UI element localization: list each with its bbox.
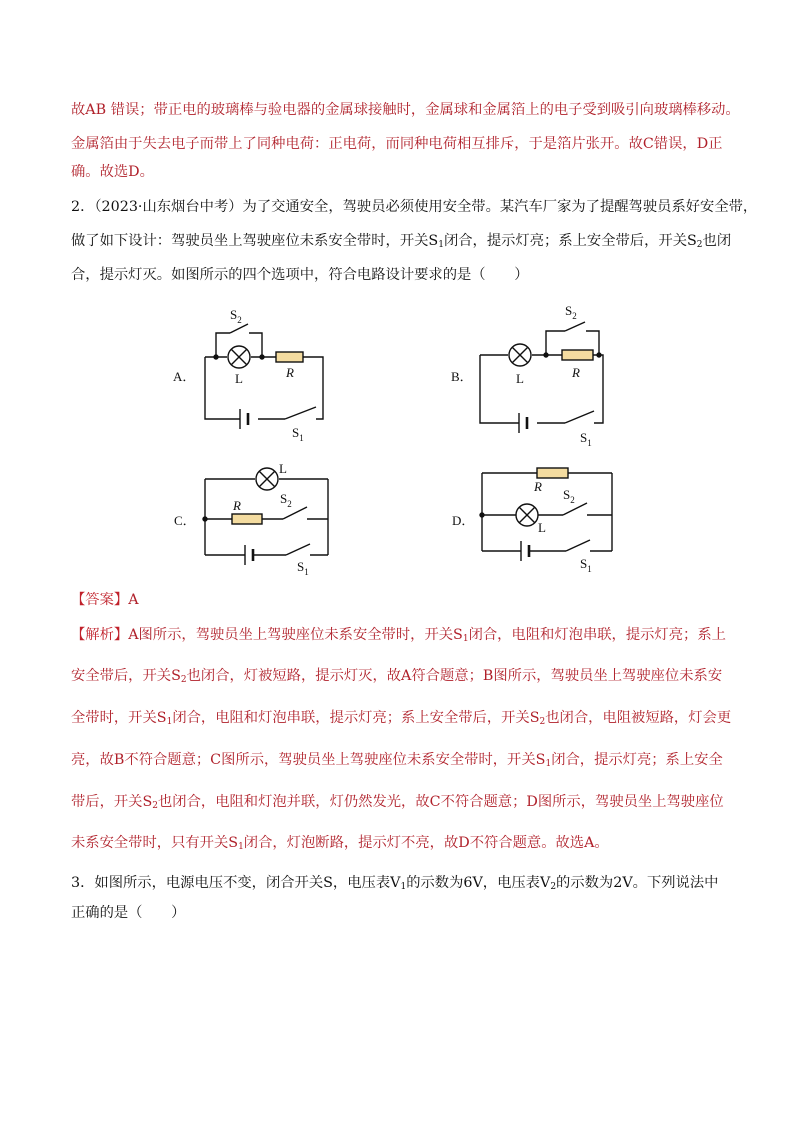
c-s2: $S_2$ <box>280 491 292 509</box>
circuit-b <box>451 303 603 448</box>
a-resistor-label: R <box>286 365 294 380</box>
circuit-c <box>174 461 328 577</box>
q3-line-2: 正确的是（ ） <box>71 905 186 921</box>
q3-line-1: 3．如图所示，电源电压不变，闭合开关S，电压表$V_1$的示数为6V，电压表$V_2$的示数为2V。下列说法中 <box>71 875 719 892</box>
answer-value: A <box>128 592 139 608</box>
analysis-line-1: 【解析】A图所示，驾驶员坐上驾驶座位未系安全带时，开关$S_1$闭合，电阻和灯泡串联，提示灯亮；系上 <box>71 627 726 644</box>
option-c-label: C． <box>174 513 196 528</box>
d-resistor-label: R <box>534 479 542 494</box>
c-resistor-label: R <box>233 498 241 513</box>
b-s2: $S_2$ <box>565 303 577 321</box>
prev-analysis-line-3: 确。故选D。 <box>71 164 154 180</box>
analysis-line-2: 安全带后，开关$S_2$也闭合，灯被短路，提示灯灭，故A符合题意；B图所示，驾驶员坐上驾驶座位未系安 <box>71 668 723 685</box>
c-s1: $S_1$ <box>297 559 309 577</box>
b-s1: $S_1$ <box>580 430 592 448</box>
analysis-line-3: 全带时，开关$S_1$闭合，电阻和灯泡串联，提示灯亮；系上安全带后，开关$S_2$也闭合，电阻被短路，灯会更 <box>71 710 732 727</box>
prev-analysis-line-2: 金属箔由于失去电子而带上了同种电荷：正电荷，而同种电荷相互排斥，于是箔片张开。故C错误，D正 <box>71 136 723 152</box>
circuit-diagrams <box>0 295 794 595</box>
prev-analysis-line-1: 故AB 错误；带正电的玻璃棒与验电器的金属球接触时，金属球和金属箔上的电子受到吸引向玻璃棒移动。 <box>71 102 740 118</box>
a-s2: $S_2$ <box>230 307 242 325</box>
answer-tag: 【答案】 <box>71 592 129 608</box>
analysis-line-6: 未系安全带时，只有开关$S_1$闭合，灯泡断路，提示灯不亮，故D不符合题意。故选A。 <box>71 835 609 852</box>
d-s1: $S_1$ <box>580 556 592 574</box>
d-lamp-label: L <box>538 520 546 535</box>
q2-line-1: 2．（2023·山东烟台中考）为了交通安全，驾驶员必须使用安全带。某汽车厂家为了提醒驾驶员系好安全带， <box>71 199 758 215</box>
d-s2: $S_2$ <box>563 487 575 505</box>
option-b-label: B． <box>451 369 473 384</box>
answer-line <box>71 590 139 610</box>
a-s1: $S_1$ <box>292 425 304 443</box>
option-a-label: A． <box>173 369 196 384</box>
option-d-label: D． <box>452 513 475 528</box>
q2-line-3: 合，提示灯灭。如图所示的四个选项中，符合电路设计要求的是（ ） <box>71 267 529 283</box>
circuit-d <box>452 468 612 574</box>
analysis-line-5: 带后，开关$S_2$也闭合，电阻和灯泡并联，灯仍然发光，故C不符合题意；D图所示，驾驶员坐上驾驶座位 <box>71 794 724 811</box>
a-lamp-label: L <box>235 371 243 386</box>
b-lamp-label: L <box>516 371 524 386</box>
q2-line-2: 做了如下设计：驾驶员坐上驾驶座位未系安全带时，开关$S_1$闭合，提示灯亮；系上安全带后，开关$S_2$也闭 <box>71 233 732 250</box>
b-resistor-label: R <box>572 365 580 380</box>
analysis-line-4: 亮，故B不符合题意；C图所示，驾驶员坐上驾驶座位未系安全带时，开关$S_1$闭合，提示灯亮；系上安全 <box>71 752 723 769</box>
c-lamp-label: L <box>279 461 287 476</box>
circuit-a <box>173 307 323 443</box>
